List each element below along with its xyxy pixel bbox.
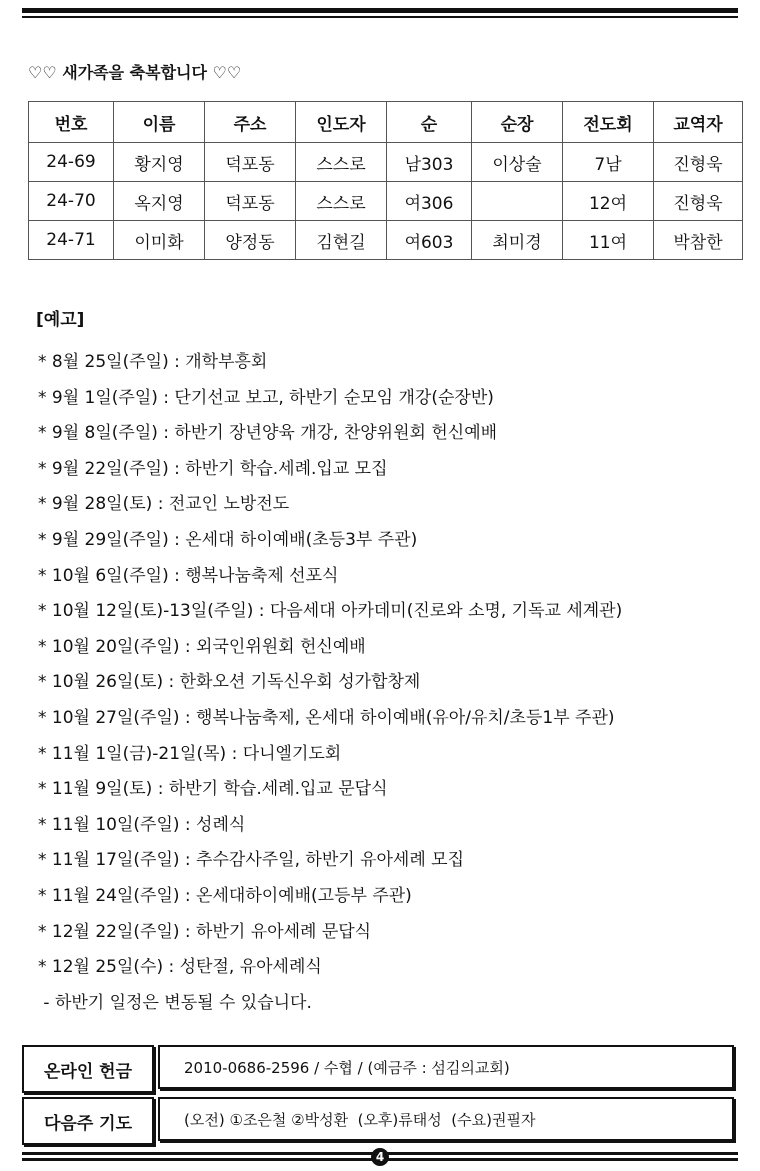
table-cell: 옥지영 <box>114 182 205 221</box>
header-cell: 순장 <box>472 102 563 143</box>
table-cell: 양정동 <box>205 221 296 260</box>
table-cell: 황지영 <box>114 143 205 182</box>
notice-item: * 8월 25일(주일) : 개학부흥회 <box>38 352 268 372</box>
notice-item: * 10월 26일(토) : 한화오션 기독신우회 성가합창제 <box>38 672 421 693</box>
welcome-title: ♡♡ 새가족을 축복합니다 ♡♡ <box>28 63 242 82</box>
notice-item: * 9월 8일(주일) : 하반기 장년양육 개강, 찬양위원회 헌신예배 <box>38 423 498 444</box>
notice-item: * 9월 28일(토) : 전교인 노방전도 <box>38 494 290 515</box>
online-offering-label: 온라인 헌금 <box>22 1045 154 1093</box>
notice-title: [예고] <box>36 310 85 330</box>
header-cell: 전도회 <box>563 102 654 143</box>
header-cell: 이름 <box>114 102 205 143</box>
table-cell: 박참한 <box>654 221 743 260</box>
online-offering-value: 2010-0686-2596 / 수협 / (예금주 : 섬김의교회) <box>158 1045 734 1089</box>
table-cell: 여603 <box>387 221 472 260</box>
notice-item: * 9월 29일(주일) : 온세대 하이예배(초등3부 주관) <box>38 529 418 550</box>
table-cell: 남303 <box>387 143 472 182</box>
top-border-thick <box>22 8 738 13</box>
new-family-table <box>28 101 743 260</box>
table-cell: 김현길 <box>296 221 387 260</box>
next-week-prayer-box <box>22 1097 736 1143</box>
header-cell: 순 <box>387 102 472 143</box>
notice-item: * 10월 6일(주일) : 행복나눔축제 선포식 <box>38 565 339 586</box>
notice-item: * 10월 27일(주일) : 행복나눔축제, 온세대 하이예배(유아/유치/초등1부 주관) <box>38 707 615 728</box>
table-cell: 진형욱 <box>654 182 743 221</box>
notice-item: * 10월 20일(주일) : 외국인위원회 헌신예배 <box>38 636 366 657</box>
table-cell: 여306 <box>387 182 472 221</box>
notice-item: * 11월 1일(금)-21일(목) : 다니엘기도회 <box>38 743 342 764</box>
table-cell: 진형욱 <box>654 143 743 182</box>
table-header-row <box>29 102 743 143</box>
header-cell: 인도자 <box>296 102 387 143</box>
notice-list <box>38 350 622 1026</box>
table-cell: 12여 <box>563 182 654 221</box>
table-cell: 11여 <box>563 221 654 260</box>
table-cell: 7남 <box>563 143 654 182</box>
table-cell: 이미화 <box>114 221 205 260</box>
table-cell: 최미경 <box>472 221 563 260</box>
table-cell: 24-70 <box>29 182 114 221</box>
notice-note: - 하반기 일정은 변동될 수 있습니다. <box>38 992 312 1013</box>
online-offering-box <box>22 1045 736 1091</box>
table-cell: 24-71 <box>29 221 114 260</box>
notice-item: * 11월 17일(주일) : 추수감사주일, 하반기 유아세례 모집 <box>38 850 465 871</box>
table-cell: 스스로 <box>296 182 387 221</box>
table-cell: 덕포동 <box>205 182 296 221</box>
page-number-badge: 4 <box>371 1148 389 1166</box>
notice-item: * 12월 25일(수) : 성탄절, 유아세례식 <box>38 957 322 978</box>
header-cell: 주소 <box>205 102 296 143</box>
table-cell: 24-69 <box>29 143 114 182</box>
notice-item: * 11월 24일(주일) : 온세대하이예배(고등부 주관) <box>38 885 412 906</box>
table-cell: 스스로 <box>296 143 387 182</box>
notice-item: * 9월 1일(주일) : 단기선교 보고, 하반기 순모임 개강(순장반) <box>38 387 494 408</box>
table-row <box>29 143 743 182</box>
notice-item: * 11월 9일(토) : 하반기 학습.세례.입교 문답식 <box>38 779 388 800</box>
notice-item: * 10월 12일(토)-13일(주일) : 다음세대 아카데미(진로와 소명, 기독교 세계관) <box>38 601 623 622</box>
table-cell: 덕포동 <box>205 143 296 182</box>
table-cell <box>472 182 563 221</box>
notice-item: * 11월 10일(주일) : 성례식 <box>38 814 246 835</box>
table-row <box>29 221 743 260</box>
header-cell: 번호 <box>29 102 114 143</box>
notice-item: * 9월 22일(주일) : 하반기 학습.세례.입교 모집 <box>38 458 388 479</box>
table-cell: 이상술 <box>472 143 563 182</box>
notice-item: * 12월 22일(주일) : 하반기 유아세례 문답식 <box>38 921 372 942</box>
next-week-prayer-label: 다음주 기도 <box>22 1097 154 1145</box>
next-week-prayer-value: (오전) ①조은철 ②박성환 (오후)류태성 (수요)권필자 <box>158 1097 734 1141</box>
table-row <box>29 182 743 221</box>
top-border-thin <box>22 16 738 18</box>
header-cell: 교역자 <box>654 102 743 143</box>
